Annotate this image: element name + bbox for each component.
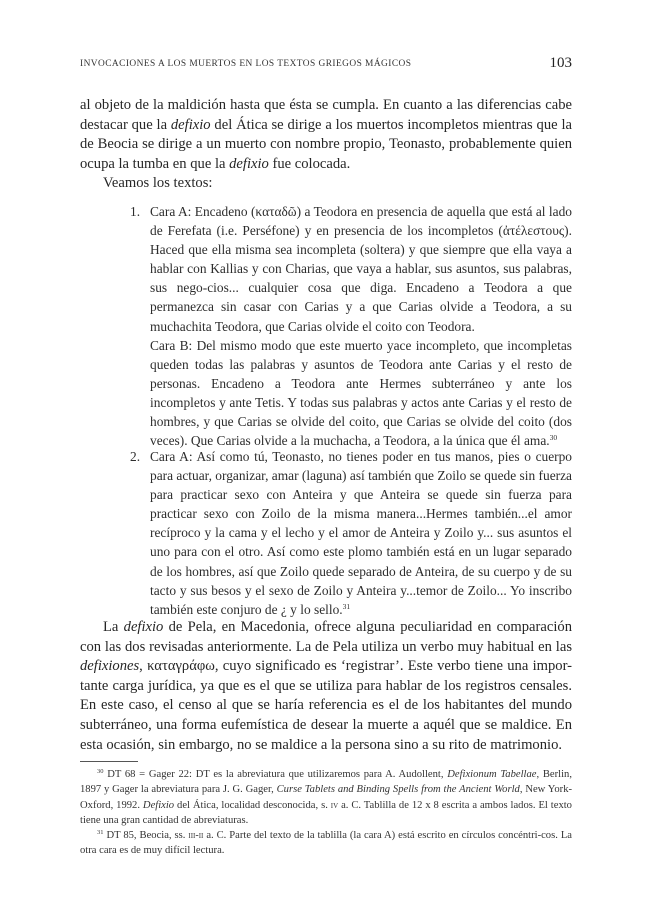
item-number: 2. xyxy=(130,449,141,464)
text-run: La xyxy=(103,619,124,635)
century-numeral: iii-ii xyxy=(188,830,204,842)
paragraph-veamos: Veamos los textos: xyxy=(103,175,213,192)
text-run: , καταγράφω, cuyo significado es ‘registrar’. Este verbo tiene una impor-tante carga jurídica, ya que es el que se utiliza para hablar de los registros censales. En este caso, el censo al que se haría referencia es el de los habitantes del mundo subterráneo, una forma eufemística de desear la muerte a aquél que se maldice. En esta ocasión, sin embargo, no se maldice a la persona sino a su rito de matrimonio. xyxy=(80,658,572,753)
text-run: de Pela, en Macedonia, ofrece alguna peculiaridad en comparación con las dos revisadas anteriormente. La de Pela utiliza un verbo muy habitual en las xyxy=(80,619,572,655)
footnote-divider xyxy=(80,761,138,762)
footnote-30 xyxy=(80,767,572,828)
paragraph-text xyxy=(80,618,572,755)
item-cara-a: Cara A: Encadeno (καταδῶ) a Teodora en presencia de aquella que está al lado de Ferefata (i.e. Perséfone) y en presencia de los incompletos (ἀτέλεστους). Haced que ella misma sea incompleta (soltera) y que siempre que ella vaya a hablar con Kallias y con Charias, que vaya a hablar, sus asuntos, sus palabras, sus nego-cios... cualquier cosa que diga. Encadeno a Teodora a que permanezca sin casar con Carias y a que Carias olvide a Teodora, a su muchachita Teodora, que Carias olvide el coito con Teodora. xyxy=(150,204,572,334)
text-run: DT 68 = Gager 22: DT es la abreviatura que utilizaremos para A. Audollent, xyxy=(107,769,448,780)
item-cara-b xyxy=(150,336,572,451)
footnote-31 xyxy=(80,828,572,859)
list-item xyxy=(127,202,572,450)
text-run: Cara B: Del mismo modo que este muerto yace incompleto, que incompletas queden todas las palabras y asuntos de Teodora ante Carias y el resto de personas. Encadeno a Teodora ante Hermes subterráneo y ante los incompletos y ante Tetis. Y todas sus palabras y actos ante Carias y el resto de hombres, y que Carias se olvide del coito, que Carias se olvide del coito (dos veces). Que Carias olvide a la muchacha, a Teodora, a la única que él ama. xyxy=(150,337,572,449)
text-run: del Ática se dirige a los muertos incompletos mientras que la de Beocia se dirige a un muerto con nombre propio, Teonasto, probablemente quien ocupa la tumba en que la xyxy=(80,116,572,172)
text-run: , New York-Oxford, 1992. xyxy=(80,784,573,811)
running-head-title: INVOCACIONES A LOS MUERTOS EN LOS TEXTOS GRIEGOS MÁGICOS xyxy=(80,59,412,69)
italic-term: defixio xyxy=(170,116,211,133)
paragraph-differences xyxy=(80,96,572,174)
century-numeral: iv xyxy=(330,799,339,811)
italic-title: Curse Tablets and Binding Spells from the Ancient World xyxy=(276,784,520,796)
footnote-marker[interactable]: 30 xyxy=(549,433,558,443)
footnote-marker[interactable]: 31 xyxy=(342,601,351,611)
text-run: del Ática, localidad desconocida, s. xyxy=(174,799,331,811)
translation-item-2 xyxy=(127,447,572,619)
italic-title: Defixionum Tabellae xyxy=(447,769,537,780)
text-run: fue colocada. xyxy=(268,155,351,172)
item-number: 1. xyxy=(130,204,141,219)
translation-item-1 xyxy=(127,202,572,450)
text-run: a. C. Tablilla de 12 x 8 escrita a ambos lados. El texto tiene una gran cantidad de abreviaturas. xyxy=(80,799,572,826)
italic-term: Defixio xyxy=(142,799,175,811)
text-run: , Berlin, 1897 y Gager la abreviatura para J. G. Gager, xyxy=(80,769,572,796)
running-head xyxy=(80,56,572,74)
footnotes xyxy=(80,767,572,859)
italic-term: defixio xyxy=(123,619,164,635)
list-item xyxy=(127,447,572,619)
footnote-number: 30 xyxy=(97,768,104,775)
item-cara-a xyxy=(150,447,572,619)
text-run: DT 85, Beocia, ss. xyxy=(106,830,189,842)
paragraph-pela xyxy=(80,618,572,755)
italic-term: defixiones xyxy=(80,658,140,675)
text-run: a. C. Parte del texto de la tablilla (la cara A) está escrito en círculos concéntri-cos. La otra cara es de muy difícil lectura. xyxy=(80,830,572,857)
footnote-number: 31 xyxy=(97,829,104,837)
italic-term: defixio xyxy=(229,155,269,172)
text-run: al objeto de la maldición hasta que ésta se cumpla. En cuanto a las diferencias cabe destacar que la xyxy=(80,97,572,133)
page-number: 103 xyxy=(549,55,572,71)
paragraph-intro xyxy=(80,96,572,194)
text-run: Cara A: Así como tú, Teonasto, no tienes poder en tus manos, pies o cuerpo para actuar, organizar, amar (laguna) así también que Zoilo se quede sin fuerza para practicar sexo con Anteira y que Anteira se quede sin fuerza para practicar sexo con Zoilo de la misma manera...Hermes también...el amor recíproco y la cama y el lecho y el amor de Anteira y Zoilo y... sus asuntos el uno para con el otro. Así como este plomo también está en un lugar separado de los hombres, así que Zoilo quede separado de Anteira, de su cuerpo y de su tacto y sus besos y el sexo de Zoilo y Anteira y...temor de Zoilo... Yo inscribo también este conjuro de ¿ y lo sello. xyxy=(150,449,572,617)
